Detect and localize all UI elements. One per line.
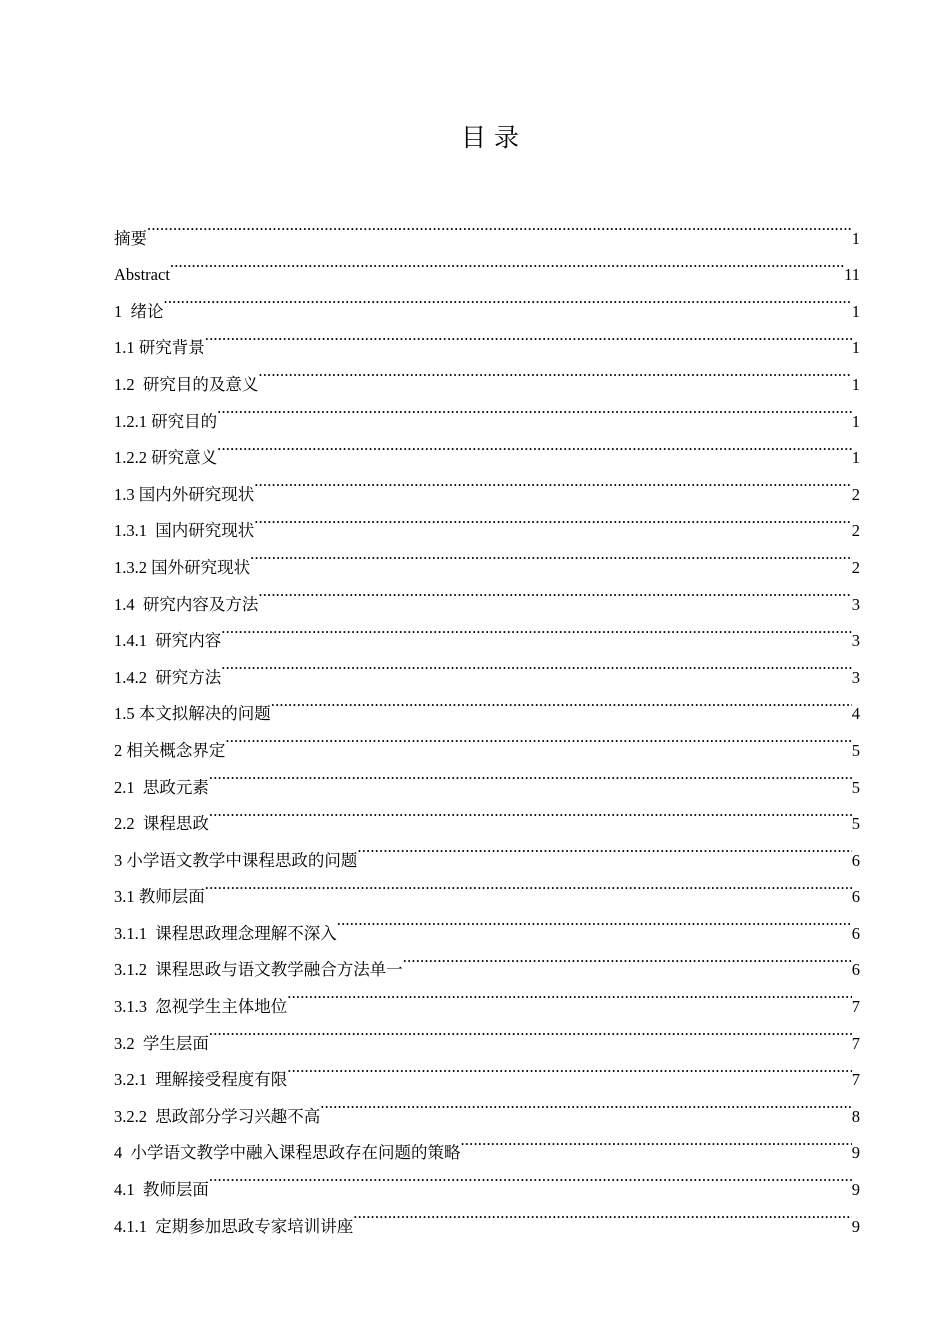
toc-entry-page-number: 3 <box>851 631 860 651</box>
toc-dot-leader <box>170 244 844 281</box>
toc-entry-page-number: 2 <box>851 521 860 541</box>
toc-entry-page-number: 11 <box>844 265 860 285</box>
toc-entry[interactable] <box>114 1195 860 1236</box>
toc-dot-leader <box>357 829 851 866</box>
toc-entry-label: 3.1.3 忽视学生主体地位 <box>114 997 288 1017</box>
toc-entry[interactable] <box>114 683 860 724</box>
toc-entry-label: 1 绪论 <box>114 301 164 321</box>
toc-entry-label: 3 小学语文教学中课程思政的问题 <box>114 850 358 870</box>
toc-entry-label: 2 相关概念界定 <box>114 740 226 760</box>
toc-entry-label: 1.4.1 研究内容 <box>114 631 222 651</box>
toc-dot-leader <box>353 1195 852 1232</box>
toc-dot-leader <box>461 1122 852 1159</box>
toc-entry[interactable] <box>114 902 860 943</box>
toc-entry-page-number: 1 <box>851 228 860 248</box>
toc-dot-leader <box>209 756 852 793</box>
toc-dot-leader <box>221 610 852 647</box>
toc-entry-label: 4.1 教师层面 <box>114 1180 209 1200</box>
toc-dot-leader <box>403 939 852 976</box>
toc-entry-page-number: 7 <box>851 1033 860 1053</box>
toc-entry-page-number: 2 <box>851 484 860 504</box>
toc-dot-leader <box>250 536 852 573</box>
toc-dot-leader <box>209 1158 852 1195</box>
toc-entry[interactable] <box>114 1012 860 1053</box>
toc-dot-leader <box>254 463 852 500</box>
toc-entry[interactable] <box>114 646 860 687</box>
toc-entry[interactable] <box>114 1049 860 1090</box>
page-title: 目 录 <box>461 123 519 152</box>
toc-entry-page-number: 3 <box>851 667 860 687</box>
toc-dot-leader <box>164 280 852 317</box>
toc-entry-page-number: 1 <box>851 448 860 468</box>
table-of-contents <box>114 207 860 1236</box>
toc-dot-leader <box>287 1049 852 1086</box>
toc-entry-label: 1.5 本文拟解决的问题 <box>114 704 271 724</box>
toc-entry-page-number: 9 <box>851 1180 860 1200</box>
toc-entry[interactable] <box>114 280 860 321</box>
toc-entry-page-number: 9 <box>851 1143 860 1163</box>
toc-entry[interactable] <box>114 793 860 834</box>
toc-entry[interactable] <box>114 829 860 870</box>
toc-entry-label: 3.1.1 课程思政理念理解不深入 <box>114 923 337 943</box>
toc-dot-leader <box>258 353 851 390</box>
toc-dot-leader <box>254 500 852 537</box>
toc-entry-label: 1.2.2 研究意义 <box>114 448 218 468</box>
toc-entry[interactable] <box>114 317 860 358</box>
toc-entry-page-number: 1 <box>851 301 860 321</box>
toc-dot-leader <box>287 975 852 1012</box>
toc-entry[interactable] <box>114 866 860 907</box>
toc-entry-label: 2.1 思政元素 <box>114 777 209 797</box>
toc-entry-label: 3.2.2 思政部分学习兴趣不高 <box>114 1106 321 1126</box>
toc-dot-leader <box>258 573 851 610</box>
toc-entry-page-number: 6 <box>851 850 860 870</box>
toc-entry-label: 3.2.1 理解接受程度有限 <box>114 1070 288 1090</box>
toc-entry-page-number: 5 <box>851 740 860 760</box>
toc-dot-leader <box>337 902 852 939</box>
toc-entry[interactable] <box>114 756 860 797</box>
toc-dot-leader <box>205 866 852 903</box>
toc-entry-label: Abstract <box>114 265 170 285</box>
toc-dot-leader <box>205 317 852 354</box>
toc-entry-label: 2.2 课程思政 <box>114 814 209 834</box>
toc-entry-label: 1.3 国内外研究现状 <box>114 484 255 504</box>
toc-entry[interactable] <box>114 244 860 285</box>
toc-entry-page-number: 1 <box>851 411 860 431</box>
toc-entry[interactable] <box>114 207 860 248</box>
toc-entry-label: 1.3.1 国内研究现状 <box>114 521 255 541</box>
toc-entry-page-number: 7 <box>851 997 860 1017</box>
toc-dot-leader <box>147 207 852 244</box>
toc-entry-label: 4 小学语文教学中融入课程思政存在问题的策略 <box>114 1143 461 1163</box>
toc-entry-label: 1.2 研究目的及意义 <box>114 374 259 394</box>
toc-entry-page-number: 6 <box>851 960 860 980</box>
toc-entry[interactable] <box>114 463 860 504</box>
toc-dot-leader <box>209 793 852 830</box>
toc-entry-page-number: 2 <box>851 557 860 577</box>
toc-entry-label: 3.1.2 课程思政与语文教学融合方法单一 <box>114 960 403 980</box>
toc-entry-page-number: 6 <box>851 923 860 943</box>
toc-dot-leader <box>271 683 852 720</box>
toc-entry-page-number: 4 <box>851 704 860 724</box>
toc-entry[interactable] <box>114 719 860 760</box>
toc-entry-page-number: 5 <box>851 777 860 797</box>
toc-entry-page-number: 1 <box>851 338 860 358</box>
toc-dot-leader <box>217 390 852 427</box>
toc-entry-label: 1.3.2 国外研究现状 <box>114 557 251 577</box>
toc-entry-page-number: 6 <box>851 887 860 907</box>
toc-entry[interactable] <box>114 1158 860 1200</box>
toc-entry[interactable] <box>114 353 860 394</box>
toc-entry[interactable] <box>114 610 860 651</box>
toc-entry-page-number: 9 <box>851 1216 860 1236</box>
toc-entry-label: 4.1.1 定期参加思政专家培训讲座 <box>114 1216 354 1236</box>
toc-entry-label: 3.2 学生层面 <box>114 1033 209 1053</box>
toc-dot-leader <box>320 1085 852 1122</box>
toc-entry-label: 3.1 教师层面 <box>114 887 205 907</box>
toc-dot-leader <box>217 427 852 464</box>
toc-entry[interactable] <box>114 390 860 431</box>
toc-entry[interactable] <box>114 427 860 468</box>
toc-entry-page-number: 1 <box>851 374 860 394</box>
toc-entry-label: 1.4.2 研究方法 <box>114 667 222 687</box>
toc-entry-page-number: 7 <box>851 1070 860 1090</box>
toc-entry-label: 1.4 研究内容及方法 <box>114 594 259 614</box>
toc-entry-page-number: 5 <box>851 814 860 834</box>
toc-dot-leader <box>221 646 852 683</box>
toc-dot-leader <box>209 1012 852 1049</box>
toc-entry-page-number: 3 <box>851 594 860 614</box>
toc-entry-page-number: 8 <box>851 1106 860 1126</box>
toc-entry-label: 摘要 <box>114 228 147 248</box>
toc-entry-label: 1.1 研究背景 <box>114 338 205 358</box>
toc-dot-leader <box>225 719 851 756</box>
toc-entry-label: 1.2.1 研究目的 <box>114 411 218 431</box>
